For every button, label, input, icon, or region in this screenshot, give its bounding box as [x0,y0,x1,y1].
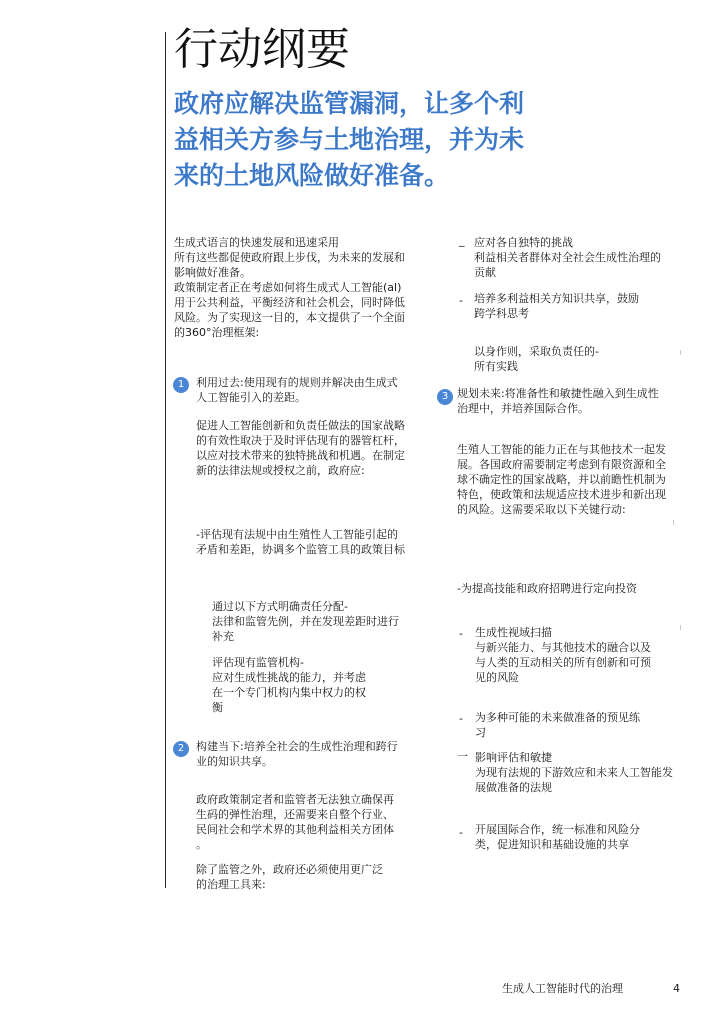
section-1-bullet-1 [196,527,405,557]
bullet-dash: - [459,294,463,307]
bullet-dash: - [459,826,463,839]
text-line: 生殖人工智能的能力正在与其他技术一起发 [457,443,666,456]
page-subtitle [174,86,594,194]
section-3-bullet-2 [475,625,651,685]
text-line: 开展国际合作，统一标准和风险分 [475,823,640,836]
crop-mark [680,625,681,630]
text-line: -评估现有法规中由生殖性人工智能引起的 [196,528,398,541]
bullet-dash: - [459,712,463,725]
text-line: 培养多利益相关方知识共享，鼓励 [474,292,639,305]
text-line: 风险。为了实现这一目的，本文提供了一个全面 [174,311,405,324]
text-line: 生成性视域扫描 [475,626,552,639]
text-line: 应对生成性挑战的能力，并考虑 [212,671,366,684]
text-line: 所有这些都促使政府跟上步伐，为未来的发展和 [174,251,405,264]
text-line: 见的风险 [475,671,519,684]
right-list-item-2 [474,291,639,321]
text-line: -为提高技能和政府招聘进行定向投资 [457,582,637,595]
bullet-dash: - [459,627,463,640]
text-line: 展。各国政府需要制定考虑到有限资源和全 [457,458,666,471]
text-line: 治理中，并培养国际合作。 [457,402,589,415]
text-line: 的风险。这需要采取以下关键行动: [457,503,626,516]
left-margin-rule [165,32,166,888]
section-1-heading [196,375,398,405]
text-line: 民间社会和学术界的其他利益相关方团体 [196,823,394,836]
footer-title: 生成人工智能时代的治理 [502,982,623,995]
section-3-badge: 3 [437,389,453,405]
section-3-heading [457,386,659,416]
text-line: 影响做好准备。 [174,266,251,279]
text-line: 球不确定性的国家战略，并以前瞻性机制为 [457,473,666,486]
section-3-body [457,442,666,517]
text-line: 与新兴能力、与其他技术的融合以及 [475,641,651,654]
text-line: 类，促进知识和基础设施的共享 [475,838,629,851]
text-line: 的治理工具来: [196,878,266,891]
text-line: 衡 [212,701,223,714]
section-2-body [196,792,394,852]
crop-mark [673,520,674,525]
section-1-bullet-2 [212,599,399,644]
section-3-bullet-3 [475,710,640,740]
crop-mark [680,350,681,355]
text-line: 利用过去:使用现有的规则并解决由生成式 [196,376,398,389]
text-line: 以应对技术带来的独特挑战和机遇。在制定 [196,449,405,462]
section-1-body [196,418,405,478]
text-line: 的有效性取决于及时评估现有的器管杠杆， [196,434,405,447]
text-line: 在一个专门机构内集中权力的权 [212,686,366,699]
page-title: 行动纲要 [174,24,350,75]
text-line: 影响评估和敏捷 [475,751,552,764]
text-line: 生成式语言的快速发展和迅速采用 [174,236,339,249]
text-line: 矛盾和差距，协调多个监管工具的政策目标 [196,543,405,556]
section-3-bullet-1 [457,581,637,596]
text-line: 展做准备的法规 [475,781,552,794]
bullet-dash: 一 [457,750,468,763]
text-line: 特色，使政策和法规适应技术进步和新出现 [457,488,666,501]
text-line: 利益相关者群体对全社会生成性治理的 [474,251,661,264]
subtitle-line: 来的土地风险做好准备。 [174,161,450,190]
section-3-bullet-4 [475,750,673,795]
text-line: 业的知识共享。 [196,755,273,768]
section-2-body-2 [196,862,383,892]
bullet-dash: _ [459,234,465,247]
intro-paragraph [174,235,405,340]
text-line: 用于公共利益，平衡经济和社会机会，同时降低 [174,296,405,309]
text-line: 评估现有监管机构- [212,656,304,669]
text-line: 规划未来:将准备性和敏捷性融入到生成性 [457,387,659,400]
text-line: 贡献 [474,266,496,279]
text-line: 法律和监管先例，并在发现差距时进行 [212,615,399,628]
text-line: 。 [196,838,207,851]
section-3-bullet-5 [475,822,640,852]
page-number: 4 [673,982,680,995]
text-line: 应对各自独特的挑战 [474,236,573,249]
text-line: 补充 [212,630,234,643]
text-line: 生码的弹性治理，还需要来自整个行业、 [196,808,394,821]
text-line: 促进人工智能创新和负责任做法的国家战略 [196,419,405,432]
section-1-bullet-3 [212,655,366,715]
text-line: 政府政策制定者和监管者无法独立确保再 [196,793,394,806]
text-line: 新的法律法规或授权之前，政府应: [196,464,365,477]
text-line: 除了监管之外，政府还必须使用更广泛 [196,863,383,876]
text-line: 为多种可能的未来做准备的预见练 [475,711,640,724]
text-line: 的360°治理框架: [174,326,260,339]
text-line: 习 [475,726,486,739]
section-2-badge: 2 [173,741,189,757]
text-line: 通过以下方式明确责任分配- [212,600,348,613]
section-1-badge: 1 [173,377,189,393]
text-line: 所有实践 [474,360,518,373]
text-line: 人工智能引入的差距。 [196,391,306,404]
text-line: 跨学科思考 [474,307,529,320]
text-line: 以身作则，采取负责任的- [474,345,599,358]
text-line: 政策制定者正在考虑如何将生成式人工智能(al) [174,281,402,294]
subtitle-line: 益相关方参与土地治理，并为未 [174,125,525,154]
right-list-item-3 [474,344,599,374]
subtitle-line: 政府应解决监管漏洞，让多个利 [174,89,525,118]
text-line: 为现有法规的下游效应和未来人工智能发 [475,766,673,779]
text-line: 与人类的互动相关的所有创新和可预 [475,656,651,669]
section-2-heading [196,739,398,769]
text-line: 构建当下:培养全社会的生成性治理和跨行 [196,740,398,753]
right-list-item-1 [474,235,661,280]
